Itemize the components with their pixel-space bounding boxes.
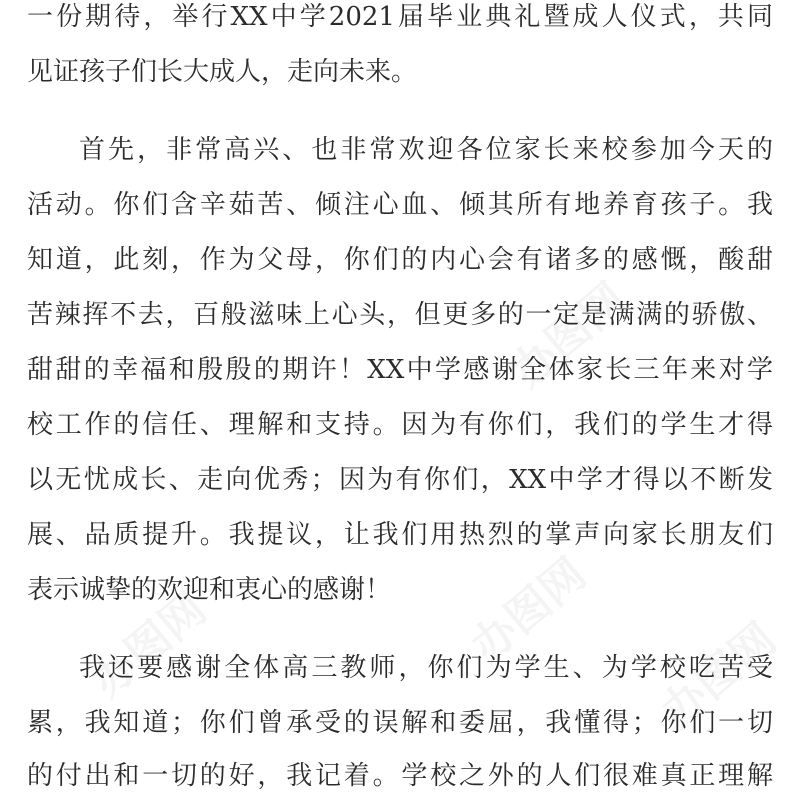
text-line: 一份期待，举行XX中学2021届毕业典礼暨成人仪式，共同 [27,2,773,32]
text-line: 见证孩子们长大成人，走向未来。 [27,57,418,87]
watermark: 办图网 [81,583,216,708]
watermark: 办图网 [461,548,596,673]
paragraph-first-line: 我还要感谢全体高三教师，你们为学生、为学校吃苦受 [79,653,773,683]
text-line: 知道，此刻，作为父母，你们的内心会有诸多的感慨，酸甜 [27,245,773,275]
watermark: 办图网 [651,613,786,738]
text-line: 表示诚挚的欢迎和衷心的感谢！ [27,575,392,605]
text-line: 甜甜的幸福和殷殷的期许！XX中学感谢全体家长三年来对学 [27,355,773,385]
paragraph-first-line: 首先，非常高兴、也非常欢迎各位家长来校参加今天的 [79,135,773,165]
text-line: 的付出和一切的好，我记着。学校之外的人们很难真正理解 [27,761,773,791]
text-line: 累，我知道；你们曾承受的误解和委屈，我懂得；你们一切 [27,708,773,738]
text-line: 以无忧成长、走向优秀；因为有你们，XX中学才得以不断发 [27,465,773,495]
text-line: 展、品质提升。我提议，让我们用热烈的掌声向家长朋友们 [27,520,773,550]
text-line: 苦辣挥不去，百般滋味上心头，但更多的一定是满满的骄傲、 [27,300,773,330]
text-line: 校工作的信任、理解和支持。因为有你们，我们的学生才得 [27,410,773,440]
text-line: 活动。你们含辛茹苦、倾注心血、倾其所有地养育孩子。我 [27,190,773,220]
watermark: 办图网 [501,273,636,398]
